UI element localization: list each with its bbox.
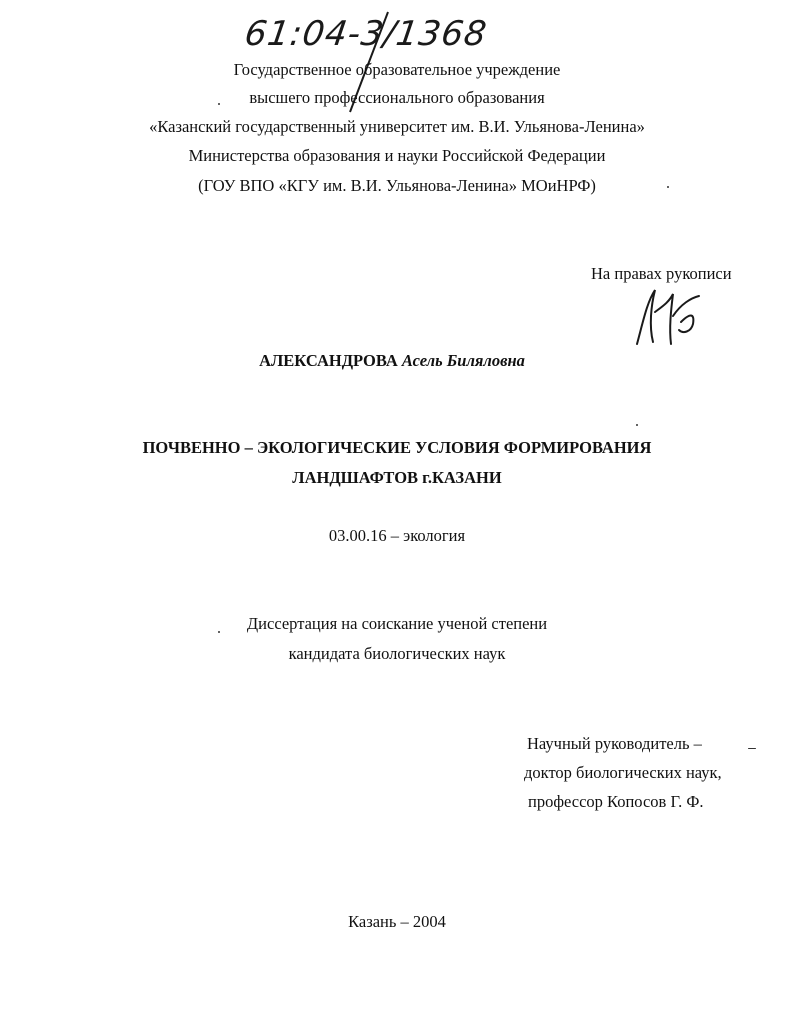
title-line-2: ЛАНДШАФТОВ г.КАЗАНИ bbox=[292, 468, 502, 487]
institution-line-3: «Казанский государственный университет им. В.И. Ульянова-Ленина» bbox=[149, 117, 645, 136]
scan-speck bbox=[218, 103, 220, 105]
author-signature bbox=[625, 282, 715, 352]
manuscript-note: На правах рукописи bbox=[591, 264, 732, 283]
author-surname: АЛЕКСАНДРОВА bbox=[259, 351, 398, 370]
title-line-1: ПОЧВЕННО – ЭКОЛОГИЧЕСКИЕ УСЛОВИЯ ФОРМИРОВАНИЯ bbox=[142, 438, 652, 457]
scan-speck bbox=[748, 748, 756, 749]
institution-line-5: (ГОУ ВПО «КГУ им. В.И. Ульянова-Ленина» МОиНРФ) bbox=[198, 176, 596, 195]
author-name bbox=[0, 351, 789, 371]
supervisor-line-3: профессор Копосов Г. Ф. bbox=[528, 792, 704, 811]
supervisor-line-1: Научный руководитель – bbox=[527, 734, 702, 753]
place-and-year: Казань – 2004 bbox=[348, 912, 446, 931]
author-given-name: Асель Биляловна bbox=[401, 351, 525, 370]
specialty-code: 03.00.16 – экология bbox=[328, 526, 466, 545]
scan-speck bbox=[636, 424, 638, 426]
scan-speck bbox=[667, 186, 669, 188]
supervisor-line-2: доктор биологических наук, bbox=[524, 763, 722, 782]
degree-line-1: Диссертация на соискание ученой степени bbox=[246, 614, 548, 633]
scan-speck bbox=[218, 631, 220, 633]
institution-line-4: Министерства образования и науки Российской Федерации bbox=[188, 146, 606, 165]
archive-code-handwritten: 61:04-3/1368 bbox=[242, 14, 490, 54]
degree-line-2: кандидата биологических наук bbox=[288, 644, 506, 663]
institution-line-1: Государственное образовательное учреждение bbox=[233, 60, 561, 79]
institution-line-2: высшего профессионального образования bbox=[249, 88, 545, 107]
